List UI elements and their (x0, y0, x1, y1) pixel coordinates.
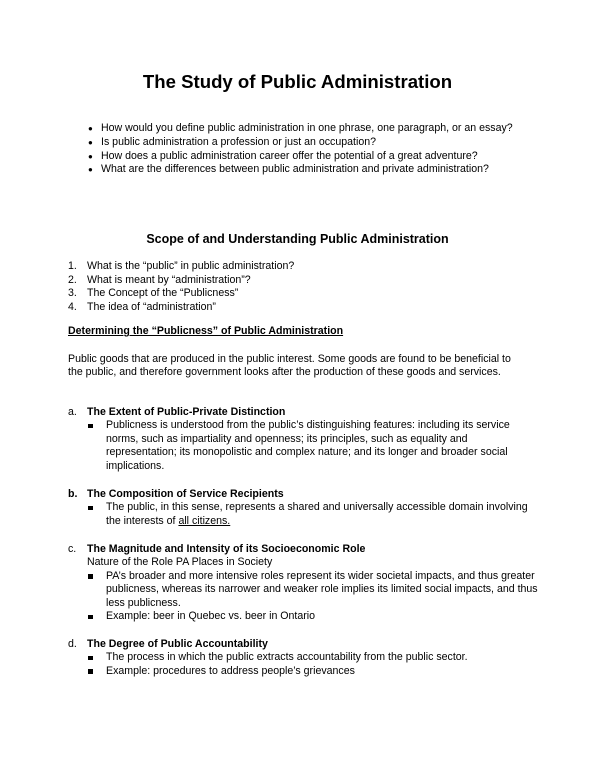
section-letter: c. (68, 543, 77, 555)
scope-item (68, 301, 294, 315)
question-text: How would you define public administration in one phrase, one paragraph, or an essay? (101, 122, 513, 134)
section-heading (68, 543, 538, 556)
question-text: What are the differences between public administration and private administration? (101, 163, 489, 176)
section-letter: d. (68, 638, 77, 650)
scope-item-number: 1. (68, 260, 77, 272)
bullet-icon: ● (88, 137, 93, 147)
section-heading (68, 638, 538, 651)
document-title: The Study of Public Administration (142, 71, 453, 92)
question-item (58, 150, 528, 163)
section-bullet (68, 651, 538, 664)
underlined-text: all citizens. (178, 514, 231, 527)
scope-list (68, 260, 294, 314)
section-bullet (68, 419, 538, 473)
question-item (58, 163, 528, 176)
scope-item-number: 2. (68, 273, 77, 286)
square-bullet-icon (88, 574, 93, 579)
square-bullet-icon (88, 656, 93, 661)
section-letter: b. (68, 488, 78, 500)
bullet-icon: ● (88, 124, 93, 133)
bullet-icon: ● (88, 165, 93, 175)
bullet-text: Example: procedures to address people’s grievances (106, 664, 355, 677)
square-bullet-icon (88, 669, 93, 674)
bullet-text: Publicness is understood from the public’s distinguishing features: including its service norms, such as impartiality and openness; its principles, such as equality and representation; its monopolistic and complex nature; and its longer and broader social implications. (106, 419, 510, 472)
section-title: The Degree of Public Accountability (87, 638, 268, 650)
section-title: The Extent of Public-Private Distinction (87, 406, 286, 418)
intro-paragraph: Public goods that are produced in the public interest. Some goods are found to be beneficial to the public, and therefore government looks after the production of these goods and services. (68, 353, 511, 379)
section-subline: Nature of the Role PA Places in Society (87, 556, 273, 569)
square-bullet-icon (88, 424, 93, 429)
section-d (68, 638, 538, 678)
section-letter: a. (68, 406, 77, 418)
scope-item-text: What is meant by “administration”? (87, 273, 251, 286)
section-bullet (68, 501, 538, 528)
scope-item (68, 260, 294, 274)
scope-item-text: The Concept of the “Publicness” (87, 287, 239, 300)
question-item (58, 122, 528, 135)
section-a (68, 406, 538, 473)
bullet-text: Example: beer in Quebec vs. beer in Ontario (106, 610, 316, 623)
bullet-text: The process in which the public extracts accountability from the public sector. (106, 651, 468, 664)
section-b (68, 488, 538, 528)
scope-heading: Scope of and Understanding Public Administration (146, 232, 449, 246)
scope-item (68, 287, 294, 301)
section-bullet (68, 570, 538, 610)
scope-item (68, 274, 294, 288)
section-title: The Magnitude and Intensity of its Socioeconomic Role (87, 543, 366, 555)
scope-item-number: 4. (68, 300, 77, 313)
question-list (88, 122, 528, 177)
section-heading (68, 488, 538, 501)
question-text: Is public administration a profession or just an occupation? (101, 135, 377, 148)
section-heading (68, 406, 538, 419)
section-bullet (68, 610, 538, 623)
bullet-icon: ● (88, 151, 93, 161)
question-item (58, 136, 528, 149)
section-c (68, 543, 538, 623)
question-text: How does a public administration career offer the potential of a great adventure? (101, 149, 478, 162)
scope-item-number: 3. (68, 287, 77, 300)
scope-item-text: What is the “public” in public administration? (87, 260, 295, 272)
bullet-text: PA’s broader and more intensive roles represent its wider societal impacts, and thus greater publicness, whereas its narrower and weaker role implies its limited social impacts, and thus less publicness. (106, 569, 538, 609)
section-bullet (68, 665, 538, 678)
publicness-heading: Determining the “Publicness” of Public Administration (68, 325, 344, 337)
square-bullet-icon (88, 615, 93, 620)
scope-item-text: The idea of “administration” (87, 300, 216, 313)
square-bullet-icon (88, 506, 93, 511)
bullet-text: The public, in this sense, represents a shared and universally accessible domain involving the interests of (106, 501, 528, 527)
section-title: The Composition of Service Recipients (87, 488, 284, 500)
